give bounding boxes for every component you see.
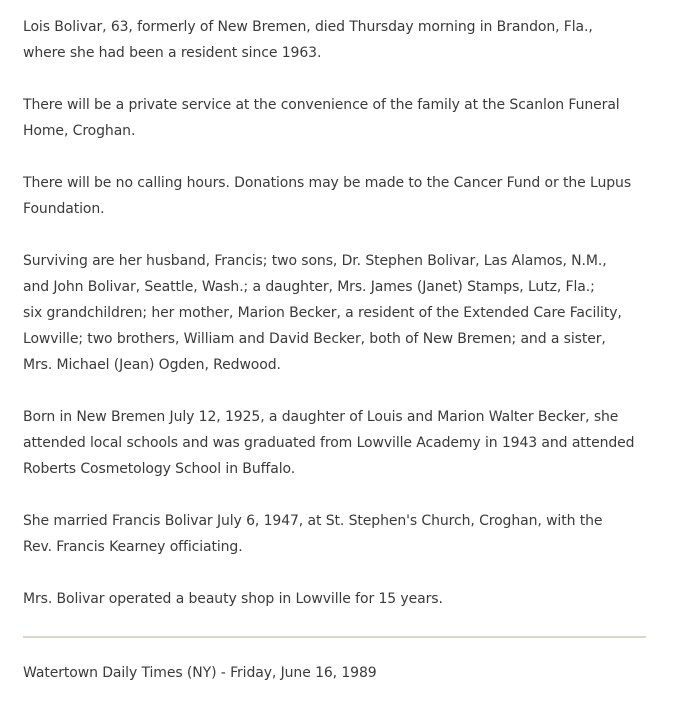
text-line: where she had been a resident since 1963.	[23, 45, 322, 61]
text-line: Mrs. Michael (Jean) Ogden, Redwood.	[23, 357, 281, 373]
text-line: Watertown Daily Times (NY) - Friday, June 16, 1989	[23, 665, 377, 681]
paragraph-service	[23, 92, 661, 144]
text-line: and John Bolivar, Seattle, Wash.; a daughter, Mrs. James (Janet) Stamps, Lutz, Fla.;	[23, 279, 595, 295]
paragraph-biography	[23, 404, 661, 482]
text-line: Lowville; two brothers, William and David Becker, both of New Bremen; and a sister,	[23, 331, 606, 347]
text-line: There will be no calling hours. Donations may be made to the Cancer Fund or the Lupus	[23, 175, 632, 191]
text-line: Rev. Francis Kearney officiating.	[23, 539, 243, 555]
text-line: Foundation.	[23, 201, 105, 217]
text-line: Mrs. Bolivar operated a beauty shop in Lowville for 15 years.	[23, 591, 443, 607]
text-line: She married Francis Bolivar July 6, 1947, at St. Stephen's Church, Croghan, with the	[23, 513, 603, 529]
paragraph-marriage	[23, 508, 661, 560]
paragraph-donations	[23, 170, 661, 222]
text-line: Lois Bolivar, 63, formerly of New Bremen, died Thursday morning in Brandon, Fla.,	[23, 19, 593, 35]
source-citation	[23, 660, 661, 686]
text-line: There will be a private service at the convenience of the family at the Scanlon Funeral	[23, 97, 620, 113]
paragraph-occupation	[23, 586, 661, 612]
text-line: Home, Croghan.	[23, 123, 136, 139]
text-line: attended local schools and was graduated from Lowville Academy in 1943 and attended	[23, 435, 635, 451]
divider	[23, 636, 646, 638]
paragraph-survivors	[23, 248, 661, 378]
text-line: Surviving are her husband, Francis; two sons, Dr. Stephen Bolivar, Las Alamos, N.M.,	[23, 253, 607, 269]
text-line: Born in New Bremen July 12, 1925, a daughter of Louis and Marion Walter Becker, she	[23, 409, 619, 425]
text-line: Roberts Cosmetology School in Buffalo.	[23, 461, 296, 477]
paragraph-death-notice	[23, 14, 661, 66]
text-line: six grandchildren; her mother, Marion Becker, a resident of the Extended Care Facility,	[23, 305, 622, 321]
